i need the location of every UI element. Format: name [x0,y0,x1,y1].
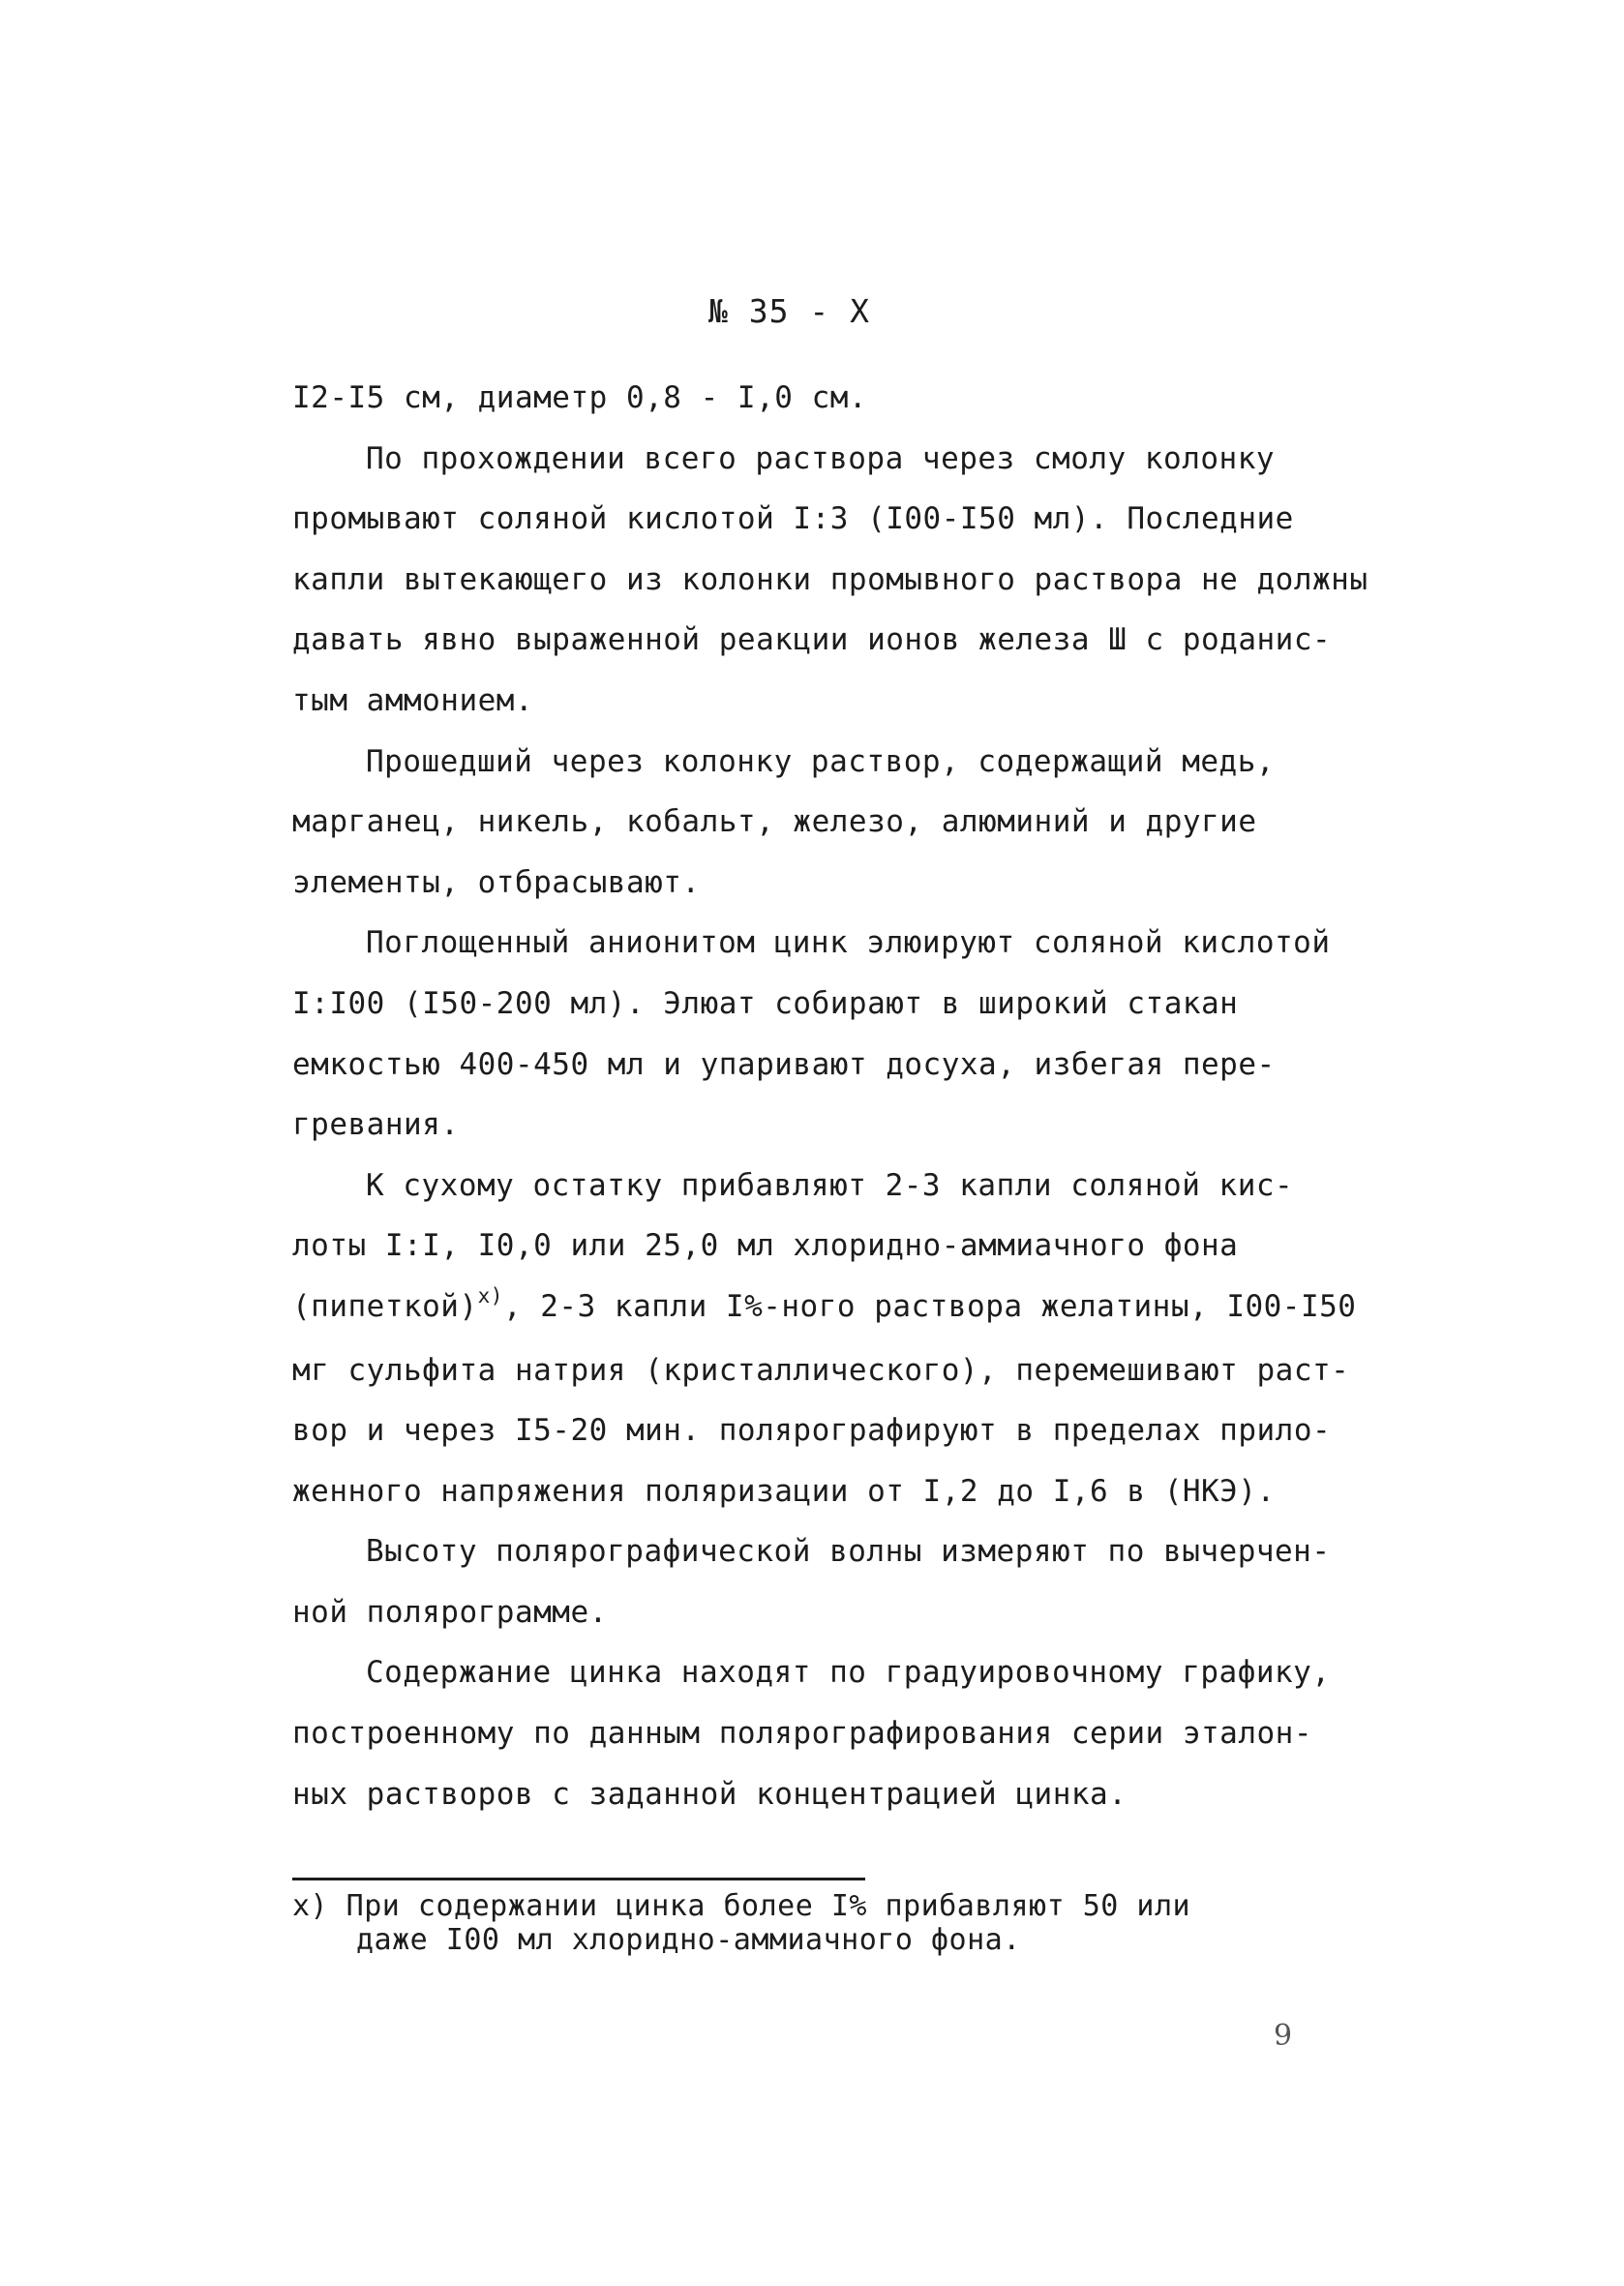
text-line: тым аммонием. [292,682,534,718]
paragraph-start-line: По прохождении всего раствора через смолу колонку [366,440,1276,476]
text-line: гревания. [292,1107,460,1143]
text-segment: (пипеткой) [292,1288,478,1324]
text-line: мг сульфита натрия (кристаллического), перемешивают раст- [292,1352,1350,1388]
text-line: лоты I:I, I0,0 или 25,0 мл хлоридно-аммиачного фона [292,1228,1239,1264]
text-line: I2-I5 см, диаметр 0,8 - I,0 см. [292,380,868,415]
footnote-line: даже I00 мл хлоридно-аммиачного фона. [356,1923,1021,1957]
text-line: вор и через I5-20 мин. полярографируют в пределах прило- [292,1413,1332,1449]
text-line: емкостью 400-450 мл и упаривают досуха, избегая пере- [292,1046,1276,1082]
page-header: № 35 - X [708,292,870,330]
paragraph-start-line: Высоту полярографической волны измеряют по вычерчен- [366,1534,1331,1570]
footnote-reference: x) [477,1283,503,1308]
text-line: давать явно выраженной реакции ионов железа Ш с роданис- [292,622,1332,658]
text-line: ной полярограмме. [292,1594,608,1630]
text-line: ных растворов с заданной концентрацией цинка. [292,1776,1128,1812]
footnote [292,1889,1396,1957]
body-text [292,368,1396,1824]
text-line: промывают соляной кислотой I:3 (I00-I50 мл). Последние [292,501,1294,537]
footnote-line: x) При содержании цинка более I% прибавляют 50 или [292,1889,1191,1923]
paragraph-start-line: Содержание цинка находят по градуировочному графику, [366,1655,1331,1691]
text-line: I:I00 (I50-200 мл). Элюат собирают в широкий стакан [292,985,1239,1021]
text-line: капли вытекающего из колонки промывного раствора не должны [292,561,1368,597]
text-line: элементы, отбрасывают. [292,864,701,900]
text-line: женного напряжения поляризации от I,2 до I,6 в (НКЭ). [292,1473,1276,1509]
text-segment: , 2-3 капли I%-ного раствора желатины, I00-I50 [502,1288,1357,1324]
text-line: построенному по данным полярографирования серии эталон- [292,1716,1312,1752]
paragraph-start-line: К сухому остатку прибавляют 2-3 капли соляной кис- [366,1167,1294,1203]
page-number: 9 [1274,2019,1293,2053]
text-line: марганец, никель, кобальт, железо, алюминий и другие [292,804,1257,840]
text-line-with-footnote-ref [292,1277,1396,1340]
paragraph-start-line: Поглощенный анионитом цинк элюируют соляной кислотой [366,925,1331,961]
footnote-divider [292,1878,865,1880]
paragraph-start-line: Прошедший через колонку раствор, содержащий медь, [366,743,1276,779]
